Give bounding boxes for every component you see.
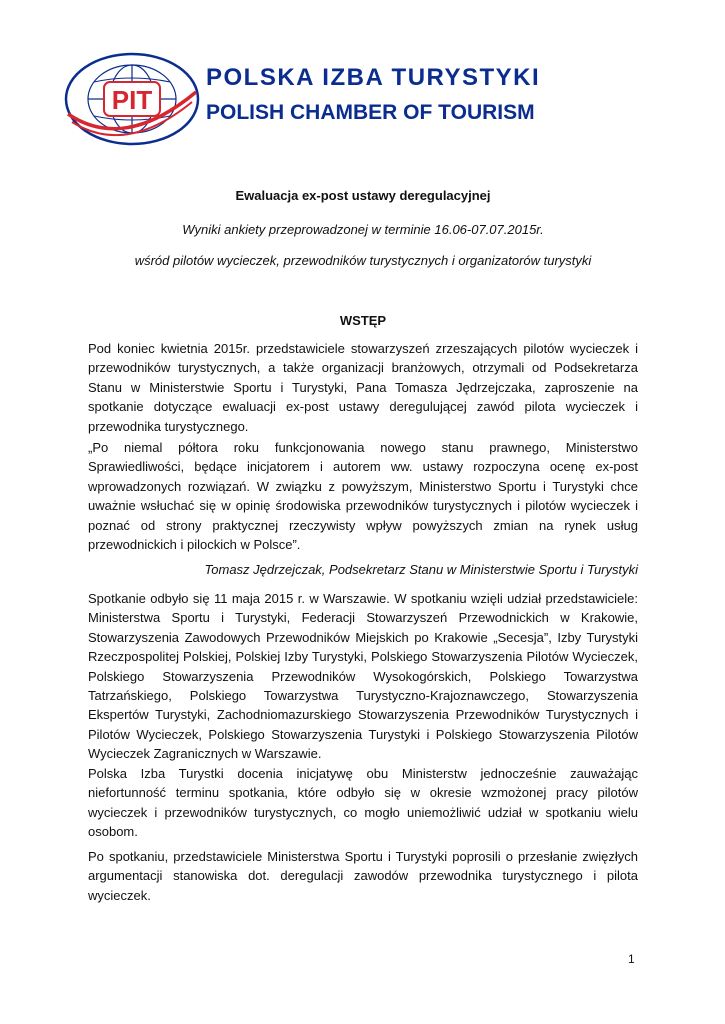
document-subtitle-2: wśród pilotów wycieczek, przewodników turystycznych i organizatorów turystyki (134, 253, 592, 268)
org-name-pl: POLSKA IZBA TURYSTYKI (206, 64, 541, 91)
paragraph-intro: Pod koniec kwietnia 2015r. przedstawiciele stowarzyszeń zrzeszających pilotów wycieczek i przewodników turystycznych, a także organizacji branżowych, otrzymali od Podsekretarza Stanu w Ministerstwie Sportu i Turystyki, Pana Tomasza Jędrzejczaka, zaproszenie na spotkanie dotyczące ewaluacji ex-post ustawy deregulującej zawód pilota wycieczek i przewodnika turystycznego. (88, 341, 638, 434)
paragraph-assessment: Polska Izba Turystki docenia inicjatywę obu Ministerstw jednocześnie zauważając niefortunność terminu spotkania, które odbyło się w okresie wzmożonej pracy pilotów wycieczek i przewodników turystycznych, co mogło uniemożliwić udział w spotkaniu wielu osobom. (88, 766, 638, 840)
document-title: Ewaluacja ex-post ustawy deregulacyjnej (235, 188, 491, 203)
paragraph-quote: „Po niemal półtora roku funkcjonowania nowego stanu prawnego, Ministerstwo Sprawiedliwości, będące inicjatorem i autorem ww. ustawy rozpoczyna ocenę ex-post wprowadzonych rozwiązań. W związku z powyższym, Ministerstwo Sportu i Turystyki chce uważnie wsłuchać się w opinię środowiska przewodników turystycznych i pilotów wycieczek i poznać od strony praktycznej rzeczywisty wpływ powyższych zmian na rynek usług przewodnickich i pilockich w Polsce”. (88, 440, 638, 553)
page-number: 1 (628, 952, 635, 966)
section-heading: WSTĘP (339, 313, 387, 328)
org-name-en: POLISH CHAMBER OF TOURISM (206, 101, 535, 124)
paragraph-followup: Po spotkaniu, przedstawiciele Ministerstwa Sportu i Turystyki poprosili o przesłanie zwięzłych argumentacji stanowiska dot. deregulacji zawodów przewodnika turystycznego i pilota wycieczek. (88, 849, 638, 903)
svg-text:PIT: PIT (111, 85, 153, 115)
quote-attribution: Tomasz Jędrzejczak, Podsekretarz Stanu w Ministerstwie Sportu i Turystyki (204, 562, 638, 577)
pit-logo (64, 52, 200, 146)
document-subtitle: Wyniki ankiety przeprowadzonej w terminie 16.06-07.07.2015r. (182, 222, 544, 237)
paragraph-meeting: Spotkanie odbyło się 11 maja 2015 r. w Warszawie. W spotkaniu wzięli udział przedstawiciele: Ministerstwa Sportu i Turystyki, Federacji Stowarzyszeń Przewodnickich w Krakowie, Stowarzyszenia Zawodowych Przewodników Miejskich po Krakowie „Secesja”, Izby Turystyki Rzeczpospolitej Polskiej, Polskiej Izby Turystyki, Polskiego Stowarzyszenia Pilotów Wycieczek, Polskiego Stowarzyszenia Przewodników Wysokogórskich, Polskiego Towarzystwa Tatrzańskiego, Polskiego Towarzystwa Turystyczno-Krajoznawczego, Stowarzyszenia Ekspertów Turystyki, Zachodniomazurskiego Stowarzyszenia Przewodników Turystycznych i Pilotów Wycieczek, Polskiego Stowarzyszenia Turystyki i Polskiego Stowarzyszenia Pilotów Wycieczek Zagranicznych w Warszawie. (88, 591, 638, 762)
